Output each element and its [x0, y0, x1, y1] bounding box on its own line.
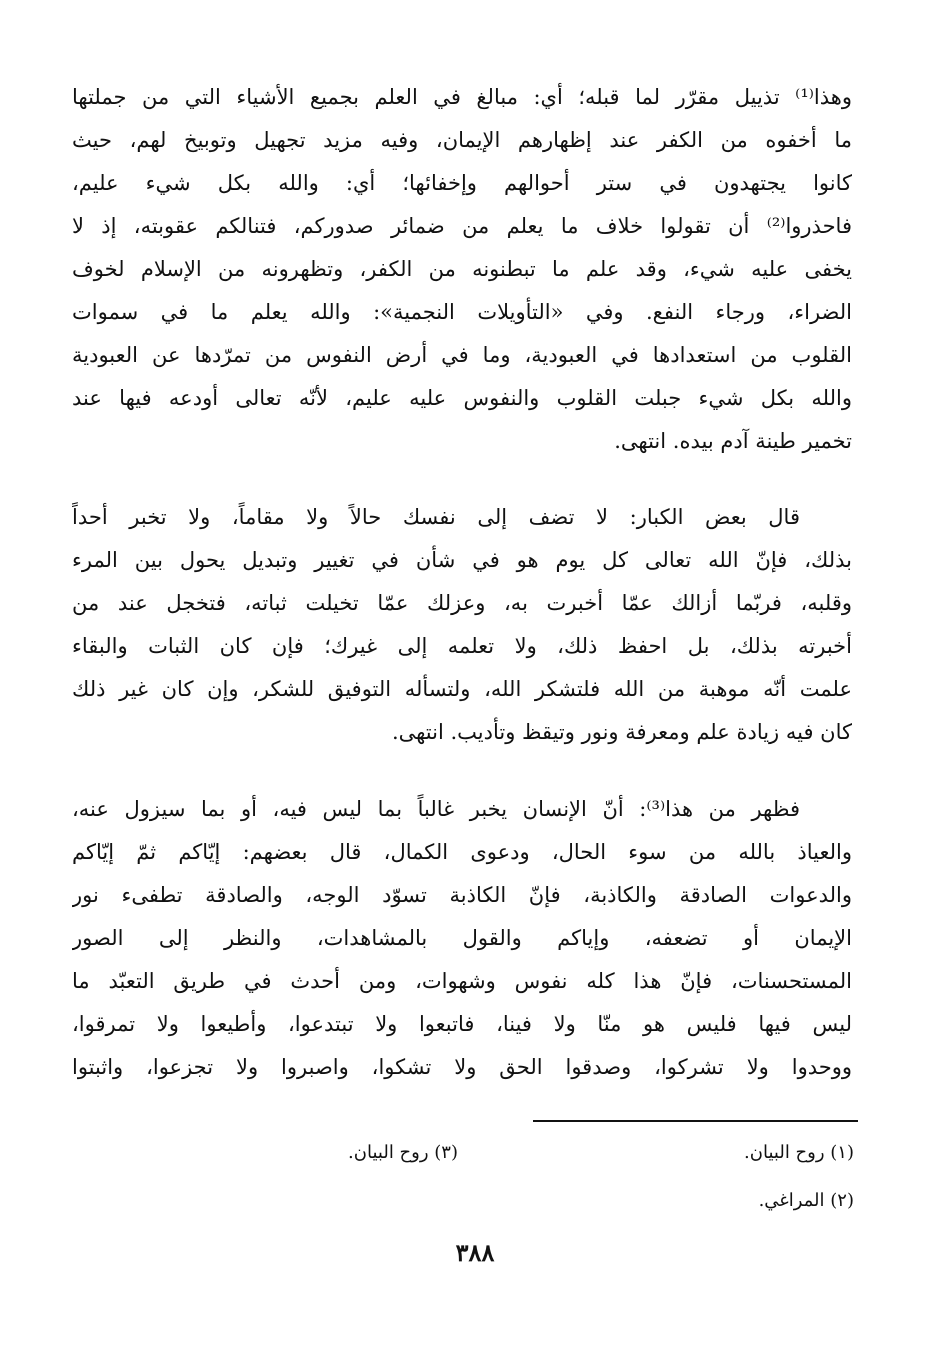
text-line: القلوب من استعدادها في العبودية، وما في أرض النفوس من تمرّدها عن العبودية	[72, 343, 852, 367]
text-line: تخمير طينة آدم بيده. انتهى.	[614, 429, 852, 453]
text-line: فاحذروا⁽²⁾ أن تقولوا خلاف ما يعلم من ضمائر صدوركم، فتنالكم عقوبته، إذ لا	[72, 214, 852, 238]
text-line: والله بكل شيء جبلت القلوب والنفوس عليه عليم، لأنّه تعالى أودعه فيها عند	[72, 386, 852, 410]
text-line: ووحدوا ولا تشركوا، وصدقوا الحق ولا تشكوا، واصبروا ولا تجزعوا، واثبتوا	[72, 1055, 852, 1079]
text-line: فظهر من هذا⁽³⁾: أنّ الإنسان يخبر غالباً بما ليس فيه، أو بما سيزول عنه،	[72, 797, 800, 821]
text-line: الإيمان أو تضعفه، وإياكم والقول بالمشاهدات، والنظر إلى الصور	[72, 926, 852, 950]
text-line: قال بعض الكبار: لا تضف إلى نفسك حالاً ولا مقاماً، ولا تخبر أحداً	[72, 505, 800, 529]
text-line: ليس فيها فليس هو منّا ولا فينا، فاتبعوا ولا تبتدعوا، وأطيعوا ولا تمرقوا،	[72, 1012, 852, 1036]
text-line: بذلك، فإنّ الله تعالى كل يوم هو في شأن في تغيير وتبديل يحول بين المرء	[72, 548, 852, 572]
paragraph-2	[72, 496, 852, 754]
text-line: والدعوات الصادقة والكاذبة، فإنّ الكاذبة تسوّد الوجه، والصادقة تطفىء نور	[72, 883, 852, 907]
page-number: ٣٨٨	[455, 1238, 495, 1267]
text-line: أخبرته بذلك، بل احفظ ذلك، ولا تعلمه إلى غيرك؛ فإن كان الثبات والبقاء	[72, 634, 852, 658]
text-line: وهذا⁽¹⁾ تذييل مقرّر لما قبله؛ أي: مبالغ في العلم بجميع الأشياء التي من جملتها	[72, 85, 852, 109]
text-line: كان فيه زيادة علم ومعرفة ونور وتيقظ وتأديب. انتهى.	[391, 720, 852, 744]
text-line: علمت أنّه موهبة من الله فلتشكر الله، ولتسأله التوفيق للشكر، وإن كان غير ذلك	[72, 677, 852, 701]
text-line: الضراء، ورجاء النفع. وفي «التأويلات النجمية»: والله يعلم ما في سموات	[72, 300, 852, 324]
text-line: يخفى عليه شيء، وقد علم ما تبطنونه من الكفر، وتظهرونه من الإسلام لخوف	[72, 257, 852, 281]
paragraph-3	[72, 788, 852, 1089]
text-line: وقلبه، فربّما أزالك عمّا أخبرت به، وعزلك عمّا تخيلت ثباته، فتخجل عند من	[72, 591, 852, 615]
footnote-3: (٣) روح البيان.	[348, 1142, 458, 1163]
footnote-2: (٢) المراغي.	[758, 1190, 854, 1211]
footnote-1: (١) روح البيان.	[744, 1142, 854, 1163]
text-line: ما أخفوه من الكفر عند إظهارهم الإيمان، وفيه مزيد تجهيل وتوبيخ لهم، حيث	[72, 128, 852, 152]
text-line: المستحسنات، فإنّ هذا كله نفوس وشهوات، ومن أحدث في طريق التعبّد ما	[72, 969, 852, 993]
text-line: والعياذ بالله من سوء الحال، ودعوى الكمال، قال بعضهم: إيّاكم ثمّ إيّاكم	[72, 840, 852, 864]
footnote-separator	[533, 1120, 858, 1122]
paragraph-1	[72, 76, 852, 463]
text-line: كانوا يجتهدون في ستر أحوالهم وإخفائها؛ أي: والله بكل شيء عليم،	[72, 171, 852, 195]
